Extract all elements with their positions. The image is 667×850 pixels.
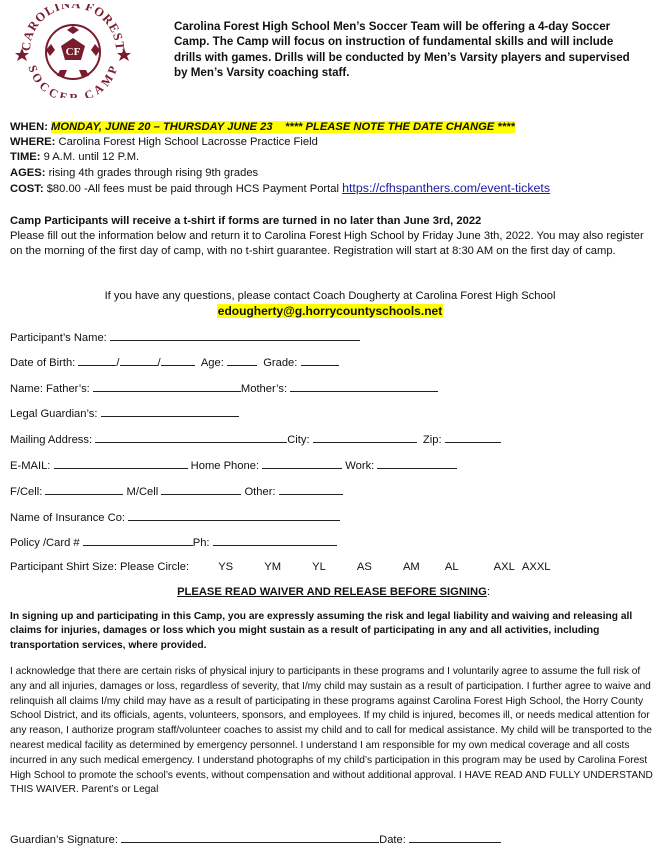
ph-field[interactable] (213, 534, 337, 546)
size-option[interactable]: AL (444, 561, 459, 573)
age-label: Age: (200, 357, 224, 369)
other-field[interactable] (279, 483, 343, 495)
city-label: City: (287, 434, 310, 446)
policy-row (10, 534, 337, 551)
insurance-field[interactable] (128, 509, 340, 521)
grade-label: Grade: (263, 357, 298, 369)
mailing-label: Mailing Address: (10, 434, 93, 446)
participant-name-label: Participant’s Name: (10, 332, 107, 344)
shirt-size-row (10, 560, 551, 575)
policy-label: Policy /Card # (10, 537, 80, 549)
size-option[interactable]: YS (218, 561, 234, 573)
size-option[interactable]: YL (312, 561, 326, 573)
participant-name-field[interactable] (110, 329, 360, 341)
participant-name-row (10, 329, 360, 346)
other-label: Other: (244, 486, 276, 498)
age-field[interactable] (227, 354, 257, 366)
where-label: WHERE (10, 136, 52, 149)
zip-field[interactable] (445, 431, 501, 443)
cost-label: COST (10, 182, 40, 195)
when-row: WHEN: MONDAY, JUNE 20 – THURSDAY JUNE 23 **** PLEASE NOTE THE DATE CHANGE **** (10, 121, 515, 133)
insurance-label: Name of Insurance Co: (10, 512, 126, 524)
work-field[interactable] (377, 457, 457, 469)
questions-block (10, 289, 650, 320)
mcell-field[interactable] (161, 483, 241, 495)
time-value: 9 A.M. until 12 P.M. (43, 151, 140, 164)
dob-label: Date of Birth: (10, 357, 76, 369)
size-option[interactable]: AXXL (521, 561, 551, 573)
coach-email-link[interactable]: edougherty@g.horrycountyschools.net (217, 304, 443, 319)
waiver-title-text: PLEASE READ WAIVER AND RELEASE BEFORE SIGNING (177, 586, 487, 598)
date-field[interactable] (409, 831, 501, 843)
dob-year-field[interactable] (161, 354, 195, 366)
guardian-field[interactable] (101, 405, 239, 417)
parents-row (10, 380, 438, 397)
size-option[interactable]: AXL (493, 561, 515, 573)
ages-label: AGES (10, 166, 42, 179)
soccer-ball-logo-icon (12, 4, 134, 98)
mcell-label: M/Cell (126, 486, 159, 498)
mailing-field[interactable] (95, 431, 287, 443)
email-label: E-MAIL: (10, 460, 51, 472)
questions-text: If you have any questions, please contact Coach Dougherty at Carolina Forest High School (104, 290, 556, 302)
dob-month-field[interactable] (78, 354, 116, 366)
guardian-signature-field[interactable] (121, 831, 379, 843)
insurance-row (10, 509, 340, 526)
zip-label: Zip: (422, 434, 442, 446)
contact-row (10, 457, 457, 474)
cost-row: COST: $80.00 -All fees must be paid through HCS Payment Portal https://cfhspanthers.com/event-tickets (10, 180, 551, 195)
time-label: TIME (10, 151, 37, 164)
waiver-title-colon: : (486, 586, 490, 598)
shirt-size-label: Participant Shirt Size: Please Circle: (10, 561, 190, 573)
when-value: MONDAY, JUNE 20 – THURSDAY JUNE 23 **** PLEASE NOTE THE DATE CHANGE **** (51, 121, 515, 133)
time-row: TIME: 9 A.M. until 12 P.M. (10, 151, 140, 164)
svg-text:CAROLINA FOREST: CAROLINA FOREST (18, 4, 128, 52)
size-option[interactable]: AM (402, 561, 420, 573)
size-option[interactable]: AS (356, 561, 372, 573)
home-phone-field[interactable] (262, 457, 342, 469)
work-label: Work: (345, 460, 375, 472)
camp-logo (12, 4, 134, 98)
policy-field[interactable] (83, 534, 193, 546)
where-value: Carolina Forest High School Lacrosse Practice Field (58, 136, 318, 149)
when-label: WHEN (10, 121, 45, 133)
email-field[interactable] (54, 457, 188, 469)
waiver-assumption-paragraph: In signing up and participating in this Camp, you are expressly assuming the risk and legal liability and waiving and releasing all claims for injuries, damages or loss which you might sustain as a result of participating in any and all activities, including transportation services, where provided. (10, 611, 633, 651)
intro-paragraph: Carolina Forest High School Men’s Soccer Team will be offering a 4-day Soccer Camp. The Camp will focus on instruction of fundamental skills and will include drills with games. Drills will be conducted by Men’s Varsity players and supervised by Men’s Varsity coaching staff. (174, 20, 630, 80)
waiver-heading (0, 585, 667, 600)
fcell-label: F/Cell: (10, 486, 43, 498)
camp-details (10, 120, 650, 197)
signature-row (10, 831, 501, 848)
guardian-label: Legal Guardian’s: (10, 408, 98, 420)
registration-instructions: Please fill out the information below and return it to Carolina Forest High School by Friday June 3th, 2022. You may also register on the morning of the first day of camp, with no t-shirt guarantee. Registration will start at 8:30 AM on the first day of camp. (10, 230, 644, 258)
father-label: Name: Father’s: (10, 383, 90, 395)
home-phone-label: Home Phone: (190, 460, 260, 472)
fcell-field[interactable] (45, 483, 123, 495)
cost-value: $80.00 -All fees must be paid through HCS Payment Portal (46, 182, 339, 195)
guardian-row (10, 405, 239, 422)
where-row: WHERE: Carolina Forest High School Lacrosse Practice Field (10, 136, 318, 149)
dob-row: Date of Birth: / / Age: Grade: (10, 354, 339, 371)
date-label: Date: (379, 834, 406, 846)
mother-field[interactable] (290, 380, 438, 392)
size-option[interactable]: YM (264, 561, 282, 573)
grade-field[interactable] (301, 354, 339, 366)
ages-value: rising 4th grades through rising 9th grades (48, 166, 259, 179)
camp-notice (10, 214, 650, 260)
waiver-release-paragraph: I acknowledge that there are certain risks of physical injury to participants in these programs and I voluntarily agree to assume the full risk of any and all injuries, damages or loss, regardless of severity, that I/my child may sustain as a result of participation. I further agree to waive and relinquish all claims I/my child may have as a result of participating in these programs against Carolina Forest High School, the Horry County School District, and its officials, agents, volunteers, sponsors, and employees. If my child is injured, becomes ill, or needs medical attention for any reason, I authorize program staff/volunteer coaches to assist my child and to call for medical assistance. My child will be transported to the nearest medical facility as determined by emergency personnel. I understand I am responsible for my own medical coverage and all costs incurred in any such medical emergency. I understand photographs of my child’s participation in this program may be used by Carolina Forest High School to promote the school’s events, without compensation and without additional approval. I HAVE READ AND FULLY UNDERSTAND THIS WAIVER. Parent’s or Legal (10, 666, 653, 796)
ages-row: AGES: rising 4th grades through rising 9th grades (10, 166, 259, 179)
father-field[interactable] (93, 380, 241, 392)
svg-text:SOCCER CAMP: SOCCER CAMP (25, 63, 121, 98)
ph-label: Ph: (192, 537, 210, 549)
mother-label: Mother’s: (240, 383, 288, 395)
address-row (10, 431, 501, 448)
guardian-signature-label: Guardian’s Signature: (10, 834, 119, 846)
dob-day-field[interactable] (120, 354, 158, 366)
svg-text:CF: CF (65, 46, 81, 58)
city-field[interactable] (313, 431, 417, 443)
tshirt-deadline: Camp Participants will receive a t-shirt if forms are turned in no later than June 3rd, 2022 (10, 215, 482, 227)
payment-portal-link[interactable]: https://cfhspanthers.com/event-tickets (342, 180, 551, 195)
cell-row (10, 483, 343, 500)
